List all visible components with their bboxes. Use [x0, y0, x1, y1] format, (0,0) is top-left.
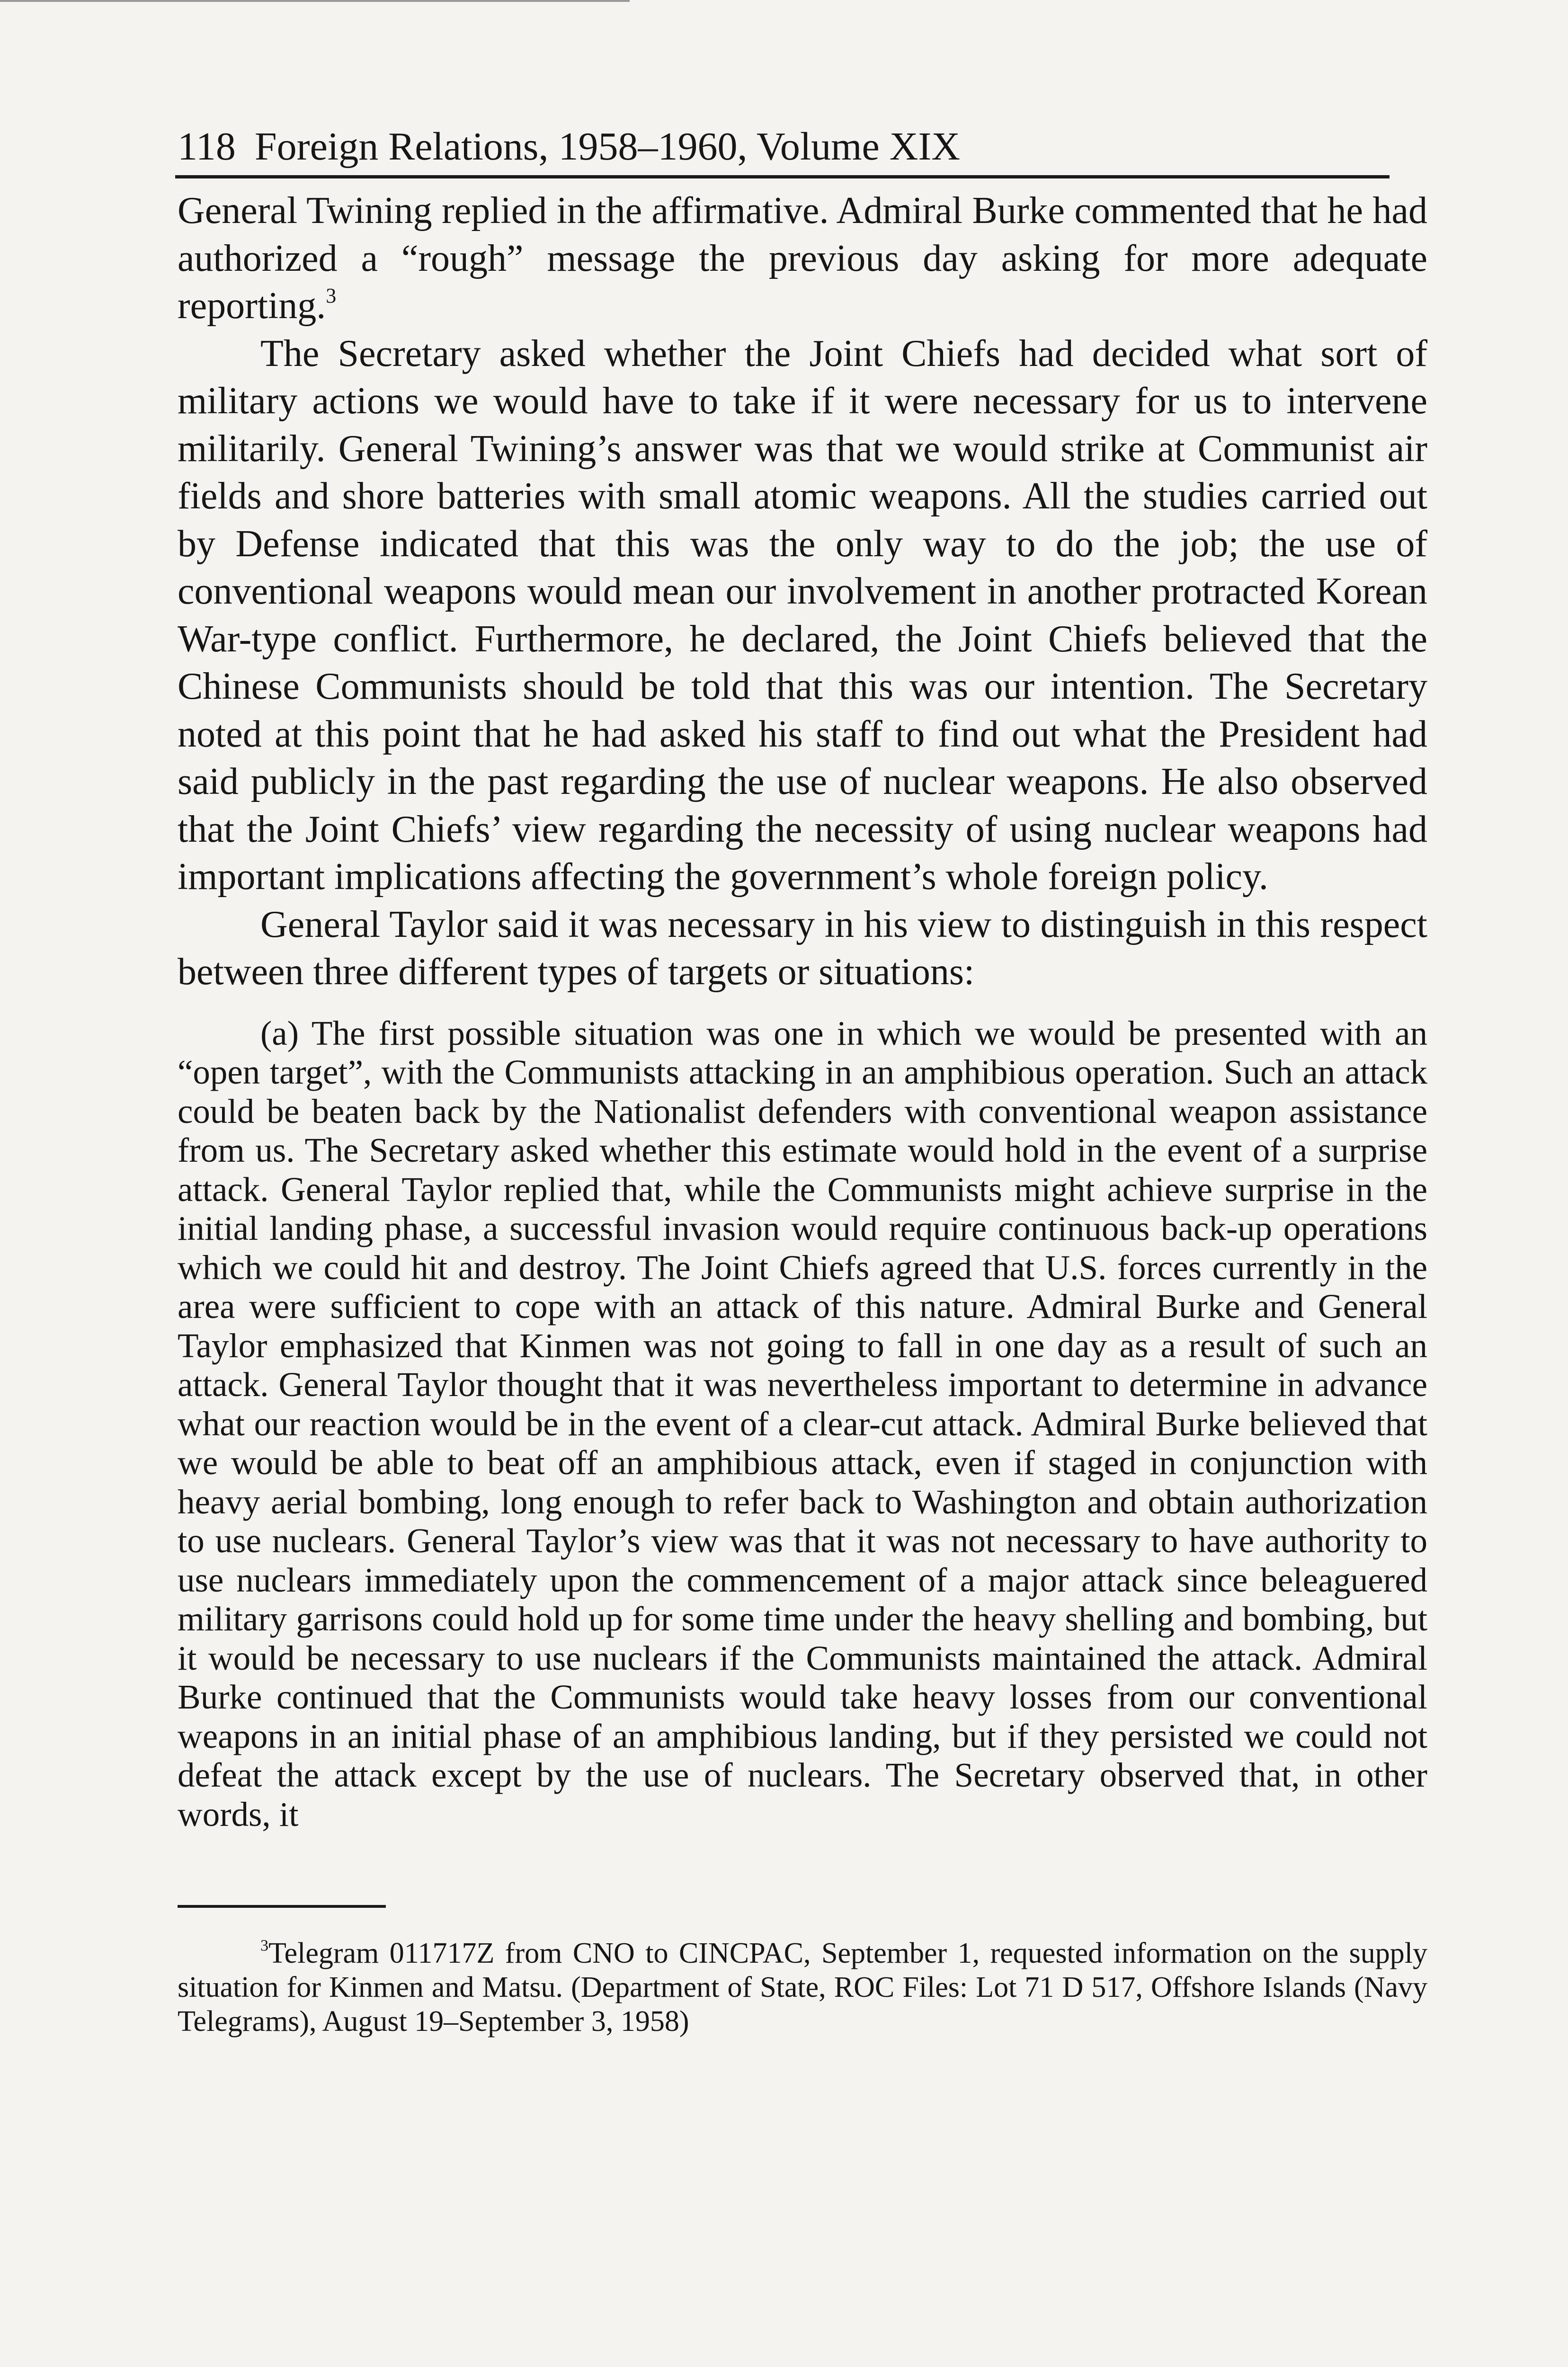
extract-paragraph-a: (a) The first possible situation was one in which we would be presented with an “open target”, with the Communists attacking in an amphibious operation. Such an attack could be beaten back by the Nationalist defenders with conventional weapon assistance from us. The Secretary asked whether this estimate would hold in the event of a surprise attack. General Taylor replied that, while the Communists might achieve surprise in the initial landing phase, a successful invasion would require continuous back-up operations which we could hit and destroy. The Joint Chiefs agreed that U.S. forces currently in the area were sufficient to cope with an attack of this nature. Admiral Burke and General Taylor emphasized that Kinmen was not going to fall in one day as a result of such an attack. General Taylor thought that it was nevertheless important to determine in advance what our reaction would be in the event of a clear-cut attack. Admiral Burke believed that we would be able to beat off an amphibious attack, even if staged in conjunction with heavy aerial bombing, long enough to refer back to Washington and obtain authorization to use nuclears. General Taylor’s view was that it was not necessary to have authority to use nuclears immediately upon the commencement of a major attack since beleaguered military garrisons could hold up for some time under the heavy shelling and bombing, but it would be necessary to use nuclears if the Communists maintained the attack. Admiral Burke continued that the Communists would take heavy losses from our conventional weapons in an initial phase of an amphibious landing, but if they persisted we could not defeat the attack except by the use of nuclears. The Secretary observed that, in other words, it	[178, 1014, 1427, 1833]
paragraph-1-text: General Twining replied in the affirmative. Admiral Burke commented that he had authorized a “rough” message the previous day asking for more adequate reporting.	[178, 190, 1427, 327]
header-rule	[175, 175, 1390, 178]
footnote-3	[178, 1936, 1427, 2038]
scan-top-edge-line	[0, 0, 630, 2]
footnote	[178, 1936, 1427, 2038]
body-text	[178, 187, 1427, 996]
extract-text	[178, 1014, 1427, 1834]
page-number: 118	[178, 125, 236, 169]
footnote-text: Telegram 011717Z from CNO to CINCPAC, September 1, requested information on the supply situation for Kinmen and Matsu. (Department of State, ROC Files: Lot 71 D 517, Offshore Islands (Navy Telegrams), August 19–September 3, 1958)	[178, 1937, 1427, 2038]
paragraph-1	[178, 187, 1427, 330]
footnote-reference: 3	[326, 284, 337, 307]
running-header	[178, 123, 1427, 175]
footnote-rule	[178, 1905, 386, 1908]
volume-title: Foreign Relations, 1958–1960, Volume XIX	[254, 125, 961, 169]
paragraph-2: The Secretary asked whether the Joint Chiefs had decided what sort of military actions we would have to take if it were necessary for us to intervene militarily. General Twining’s answer was that we would strike at Communist air fields and shore batteries with small atomic weapons. All the studies carried out by Defense indicated that this was the only way to do the job; the use of conventional weapons would mean our involvement in another protracted Korean War-type conflict. Furthermore, he declared, the Joint Chiefs believed that the Chinese Communists should be told that this was our intention. The Secretary noted at this point that he had asked his staff to find out what the President had said publicly in the past regarding the use of nuclear weapons. He also observed that the Joint Chiefs’ view regarding the necessity of using nuclear weapons had important implications affecting the government’s whole foreign policy.	[178, 332, 1427, 898]
paragraph-3: General Taylor said it was necessary in his view to distinguish in this respect between three different types of targets or situations:	[178, 903, 1427, 993]
document-page	[178, 123, 1427, 2038]
footnote-marker: 3	[260, 1937, 269, 1955]
